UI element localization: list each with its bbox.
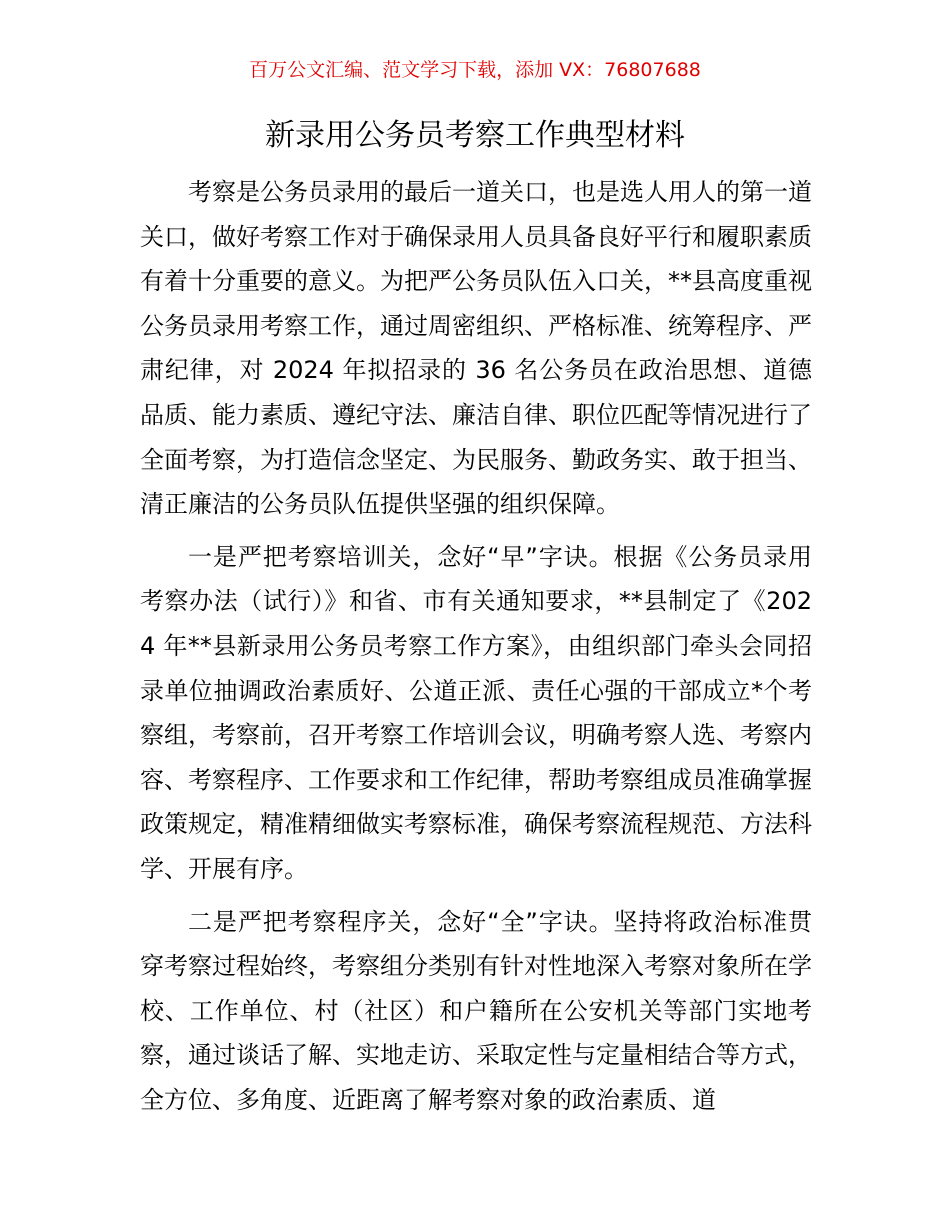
document-body [140,170,812,1130]
paragraph-first-point: 一是严把考察培训关，念好“早”字诀。根据《公务员录用考察办法（试行）》和省、市有关通知要求，**县制定了《2024 年**县新录用公务员考察工作方案》，由组织部门牵头会同招录单位抽调政治素质好、公道正派、责任心强的干部成立*个考察组，考察前，召开考察工作培训会议，明确考察人选、考察内容、考察程序、工作要求和工作纪律，帮助考察组成员准确掌握政策规定，精准精细做实考察标准，确保考察流程规范、方法科学、开展有序。 [140,542,812,883]
header-note: 百万公文汇编、范文学习下载，添加 VX：76807688 [249,59,701,81]
paragraph-second-point: 二是严把考察程序关，念好“全”字诀。坚持将政治标准贯穿考察过程始终，考察组分类别有针对性地深入考察对象所在学校、工作单位、村（社区）和户籍所在公安机关等部门实地考察，通过谈话了解、实地走访、采取定性与定量相结合等方式，全方位、多角度、近距离了解考察对象的政治素质、道 [140,907,812,1114]
paragraph-intro: 考察是公务员录用的最后一道关口，也是选人用人的第一道关口，做好考察工作对于确保录用人员具备良好平行和履职素质有着十分重要的意义。为把严公务员队伍入口关，**县高度重视公务员录用考察工作，通过周密组织、严格标准、统筹程序、严肃纪律，对 2024 年拟招录的 36 名公务员在政治思想、道德品质、能力素质、遵纪守法、廉洁自律、职位匹配等情况进行了全面考察，为打造信念坚定、为民服务、勤政务实、敢于担当、清正廉洁的公务员队伍提供坚强的组织保障。 [140,178,812,519]
document-title: 新录用公务员考察工作典型材料 [265,118,685,153]
